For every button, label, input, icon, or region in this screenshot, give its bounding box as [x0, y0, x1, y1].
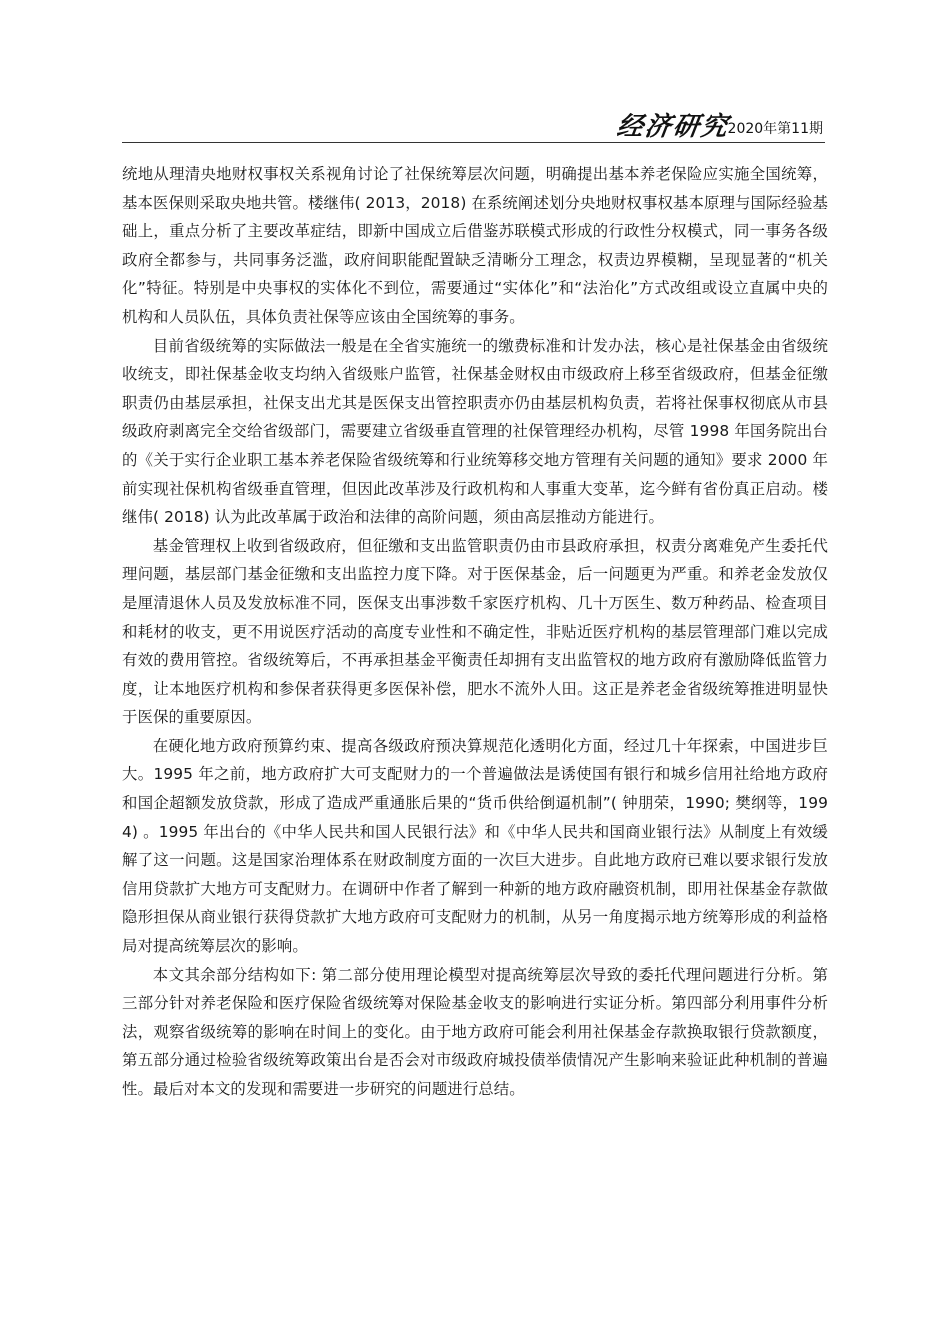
paragraph-2: 目前省级统筹的实际做法一般是在全省实施统一的缴费标准和计发办法，核心是社保基金由省级统收统支，即社保基金收支均纳入省级账户监管，社保基金财权由市级政府上移至省级政府，但基金征缴职责仍由基层承担，社保支出尤其是医保支出管控职责亦仍由基层机构负责，若将社保事权彻底从市县级政府剥离完全交给省级部门，需要建立省级垂直管理的社保管理经办机构，尽管 1998 年国务院出台的《关于实行企业职工基本养老保险省级统筹和行业统筹移交地方管理有关问题的通知》要求 2000 年前实现社保机构省级垂直管理，但因此改革涉及行政机构和人事重大变革，迄今鲜有省份真正启动。楼继伟( 2018) 认为此改革属于政治和法律的高阶问题，须由高层推动方能进行。 — [122, 336, 828, 527]
paragraph-1: 统地从理清央地财权事权关系视角讨论了社保统筹层次问题，明确提出基本养老保险应实施全国统筹，基本医保则采取央地共管。楼继伟( 2013，2018) 在系统阐述划分央地财权事权基本原理与国际经验基础上，重点分析了主要改革症结，即新中国成立后借鉴苏联模式形成的行政性分权模式，同一事务各级政府全都参与，共同事务泛滥，政府间职能配置缺乏清晰分工理念，权责边界模糊，呈现显著的“机关化”特征。特别是中央事权的实体化不到位，需要通过“实体化”和“法治化”方式改组或设立直属中央的机构和人员队伍，具体负责社保等应该由全国统筹的事务。 — [122, 165, 828, 326]
paragraph-3: 基金管理权上收到省级政府，但征缴和支出监管职责仍由市县政府承担，权责分离难免产生委托代理问题，基层部门基金征缴和支出监控力度下降。对于医保基金，后一问题更为严重。和养老金发放仅是厘清退休人员及发放标准不同，医保支出事涉数千家医疗机构、几十万医生、数万种药品、检查项目和耗材的收支，更不用说医疗活动的高度专业性和不确定性，非贴近医疗机构的基层管理部门难以完成有效的费用管控。省级统筹后，不再承担基金平衡责任却拥有支出监管权的地方政府有激励降低监管力度，让本地医疗机构和参保者获得更多医保补偿，肥水不流外人田。这正是养老金省级统筹推进明显快于医保的重要原因。 — [122, 536, 828, 727]
issue-info: 2020年第11期 — [727, 121, 823, 137]
journal-logo: 经济研究 — [614, 112, 732, 142]
paragraph-4: 在硬化地方政府预算约束、提高各级政府预决算规范化透明化方面，经过几十年探索，中国进步巨大。1995 年之前，地方政府扩大可支配财力的一个普遍做法是诱使国有银行和城乡信用社给地方政府和国企超额发放贷款，形成了造成严重通胀后果的“货币供给倒逼机制”( 钟朋荣，1990; 樊纲等，1994) 。1995 年出台的《中华人民共和国人民银行法》和《中华人民共和国商业银行法》从制度上有效缓解了这一问题。这是国家治理体系在财政制度方面的一次巨大进步。自此地方政府已难以要求银行发放信用贷款扩大地方可支配财力。在调研中作者了解到一种新的地方政府融资机制，即用社保基金存款做隐形担保从商业银行获得贷款扩大地方政府可支配财力的机制，从另一角度揭示地方统筹形成的利益格局对提高统筹层次的影响。 — [122, 736, 828, 956]
paragraph-5: 本文其余部分结构如下: 第二部分使用理论模型对提高统筹层次导致的委托代理问题进行分析。第三部分针对养老保险和医疗保险省级统筹对保险基金收支的影响进行实证分析。第四部分利用事件分析法，观察省级统筹的影响在时间上的变化。由于地方政府可能会利用社保基金存款换取银行贷款额度，第五部分通过检验省级统筹政策出台是否会对市级政府城投债举债情况产生影响来验证此种机制的普遍性。最后对本文的发现和需要进一步研究的问题进行总结。 — [122, 965, 828, 1098]
article-body — [122, 160, 828, 1104]
page-header — [122, 112, 825, 143]
